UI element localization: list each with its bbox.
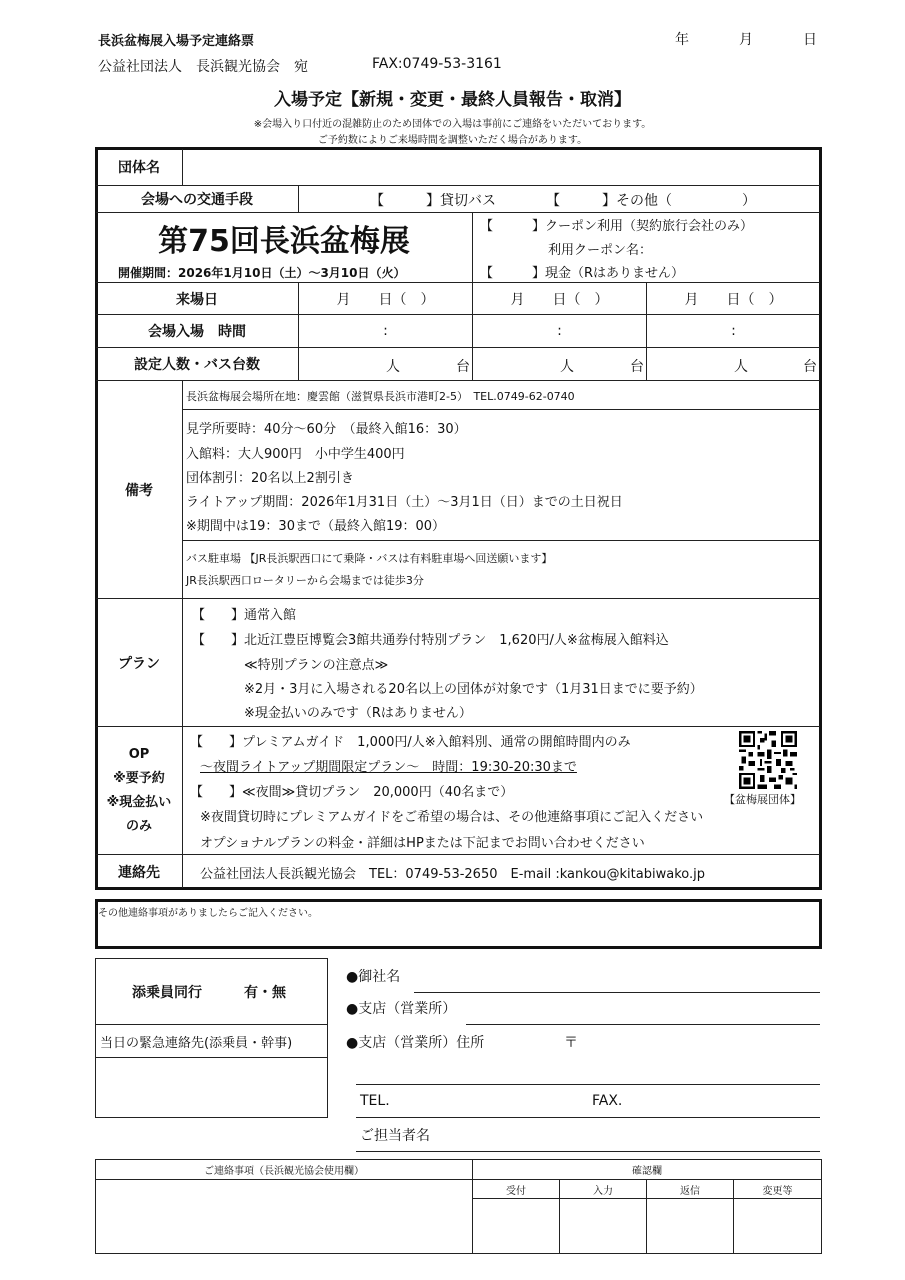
people-bus-label: 設定人数・バス台数 xyxy=(134,357,260,373)
plan-regular-option[interactable]: 【 】通常入館 xyxy=(192,608,297,623)
entry-time-cell-3[interactable]: : xyxy=(731,323,736,339)
transport-label: 会場への交通手段 xyxy=(141,192,253,208)
op-note-1: ※夜間貸切時にプレミアムガイドをご希望の場合は、その他連絡事項にご記入ください xyxy=(200,810,704,825)
person-in-charge-label: ご担当者名 xyxy=(360,1128,430,1144)
contact-info: 公益社団法人長浜観光協会 TEL：0749-53-2650 E-mail :kankou@kitabiwako.jp xyxy=(200,867,705,882)
plan-label: プラン xyxy=(118,655,160,672)
emergency-contact-label: 当日の緊急連絡先(添乗員・幹事) xyxy=(100,1036,293,1051)
event-title: 第75回長浜盆梅展 xyxy=(158,224,410,259)
qr-code-icon[interactable] xyxy=(738,731,798,789)
entry-time-label: 会場入場 時間 xyxy=(148,324,246,340)
visit-date-cell-2[interactable]: 月 日（ ） xyxy=(510,291,609,308)
night-plan-heading: ～夜間ライトアップ期間限定プラン～ 時間：19:30-20:30まで xyxy=(200,760,577,775)
night-charter-option[interactable]: 【 】≪夜間≫貸切プラン 20,000円（40名まで） xyxy=(190,785,514,800)
coupon-option[interactable]: 【 】クーポン利用（契約旅行会社のみ） xyxy=(480,219,754,234)
group-name-label: 団体名 xyxy=(118,160,160,176)
fax-label: FAX. xyxy=(592,1093,623,1109)
transport-charter-bus-option[interactable]: 【 】貸切バス xyxy=(370,193,496,209)
visit-date-label: 来場日 xyxy=(176,291,218,308)
confirm-col-input: 入力 xyxy=(593,1185,613,1197)
main-title: 入場予定【新規・変更・最終人員報告・取消】 xyxy=(274,90,631,110)
walk-time: JR長浜駅西口ロータリーから会場までは徒歩3分 xyxy=(186,574,424,587)
group-name-field[interactable] xyxy=(183,149,820,185)
people-unit-2[interactable]: 人 xyxy=(560,359,574,375)
bus-unit-3[interactable]: 台 xyxy=(803,359,817,375)
visit-date-cell-1[interactable]: 月 日（ ） xyxy=(336,291,435,308)
postal-mark: 〒 xyxy=(564,1035,578,1051)
coupon-name-field[interactable]: 利用クーポン名： xyxy=(548,243,653,258)
person-in-charge-line[interactable] xyxy=(356,1151,820,1152)
people-unit-1[interactable]: 人 xyxy=(386,359,400,375)
entry-time-cell-2[interactable]: : xyxy=(557,323,562,339)
emergency-contact-field[interactable] xyxy=(96,1058,327,1117)
tel-label: TEL. xyxy=(360,1093,390,1109)
office-notes-label: ご連絡事項（長浜観光協会使用欄） xyxy=(204,1166,364,1177)
notes-line-4: ライトアップ期間：2026年1月31日（土）～3月1日（日）までの土日祝日 xyxy=(186,495,623,510)
branch-line[interactable] xyxy=(466,1024,820,1025)
notice-line-2: ご予約数によりご来場時間を調整いただく場合があります。 xyxy=(317,135,588,146)
op-label: OP ※要予約 ※現金払い のみ xyxy=(106,747,172,834)
notes-line-1: 見学所要時：40分～60分 （最終入館16：30） xyxy=(186,422,467,437)
plan-special-note-2: ※現金払いのみです（Rはありません） xyxy=(244,706,472,721)
contact-label: 連絡先 xyxy=(118,864,160,881)
tel-fax-line[interactable] xyxy=(356,1117,820,1118)
plan-special-option[interactable]: 【 】北近江豊臣博覧会3館共通券付特別プラン 1,620円/人※盆梅展入館料込 xyxy=(192,633,669,648)
date-day: 日 xyxy=(803,32,817,48)
qr-caption: 【盆梅展団体】 xyxy=(724,793,801,806)
company-name-label: ●御社名 xyxy=(346,969,401,985)
notes-line-3: 団体割引：20名以上2割引き xyxy=(186,471,354,486)
cash-option[interactable]: 【 】現金（Rはありません） xyxy=(480,266,685,281)
confirm-col-reply: 返信 xyxy=(680,1185,700,1197)
bus-unit-2[interactable]: 台 xyxy=(630,359,644,375)
notes-line-5: ※期間中は19：30まで（最終入館19：00） xyxy=(186,519,446,534)
op-note-2: オプショナルプランの料金・詳細はHPまたは下記までお問い合わせください xyxy=(200,836,645,851)
date-year: 年 xyxy=(675,32,689,48)
people-unit-3[interactable]: 人 xyxy=(734,359,748,375)
bus-parking: バス駐車場 【JR長浜駅西口にて乗降・バスは有料駐車場へ回送願います】 xyxy=(186,552,553,565)
notes-line-2: 入館料：大人900円 小中学生400円 xyxy=(186,447,405,462)
escort-label: 添乗員同行 xyxy=(132,985,202,1001)
event-period: 開催期間：2026年1月10日（土）～3月10日（火） xyxy=(118,266,406,280)
company-name-line[interactable] xyxy=(414,992,820,993)
form-title: 長浜盆梅展入場予定連絡票 xyxy=(98,34,255,49)
confirm-col-received: 受付 xyxy=(506,1185,526,1197)
transport-other-option[interactable]: 【 】その他（ ） xyxy=(546,193,756,209)
plan-special-notes-heading: ≪特別プランの注意点≫ xyxy=(244,658,389,673)
plan-special-note-1: ※2月・3月に入場される20名以上の団体が対象です（1月31日までに要予約） xyxy=(244,682,703,697)
confirm-col-changes: 変更等 xyxy=(762,1185,793,1197)
branch-address-label: ●支店（営業所）住所 xyxy=(346,1035,485,1051)
branch-label: ●支店（営業所） xyxy=(346,1001,457,1017)
notice-line-1: ※会場入り口付近の混雑防止のため団体での入場は事前にご連絡をいただいております。 xyxy=(253,119,652,130)
fax-number: FAX:0749-53-3161 xyxy=(372,56,502,72)
venue-location: 長浜盆梅展会場所在地：慶雲館（滋賀県長浜市港町2-5） TEL.0749-62-0740 xyxy=(186,390,575,403)
address-line[interactable] xyxy=(356,1084,820,1085)
premium-guide-option[interactable]: 【 】プレミアムガイド 1,000円/人※入館料別、通常の開館時間内のみ xyxy=(190,735,631,750)
other-remarks-label: その他連絡事項がありましたらご記入ください。 xyxy=(98,908,318,919)
confirm-label: 確認欄 xyxy=(632,1166,662,1177)
bus-unit-1[interactable]: 台 xyxy=(456,359,470,375)
escort-choice[interactable]: 有・無 xyxy=(244,985,286,1001)
entry-time-cell-1[interactable]: : xyxy=(383,323,388,339)
addressee: 公益社団法人 長浜観光協会 宛 xyxy=(98,59,308,75)
visit-date-cell-3[interactable]: 月 日（ ） xyxy=(684,291,783,308)
notes-label: 備考 xyxy=(125,482,153,499)
date-month: 月 xyxy=(739,32,753,48)
